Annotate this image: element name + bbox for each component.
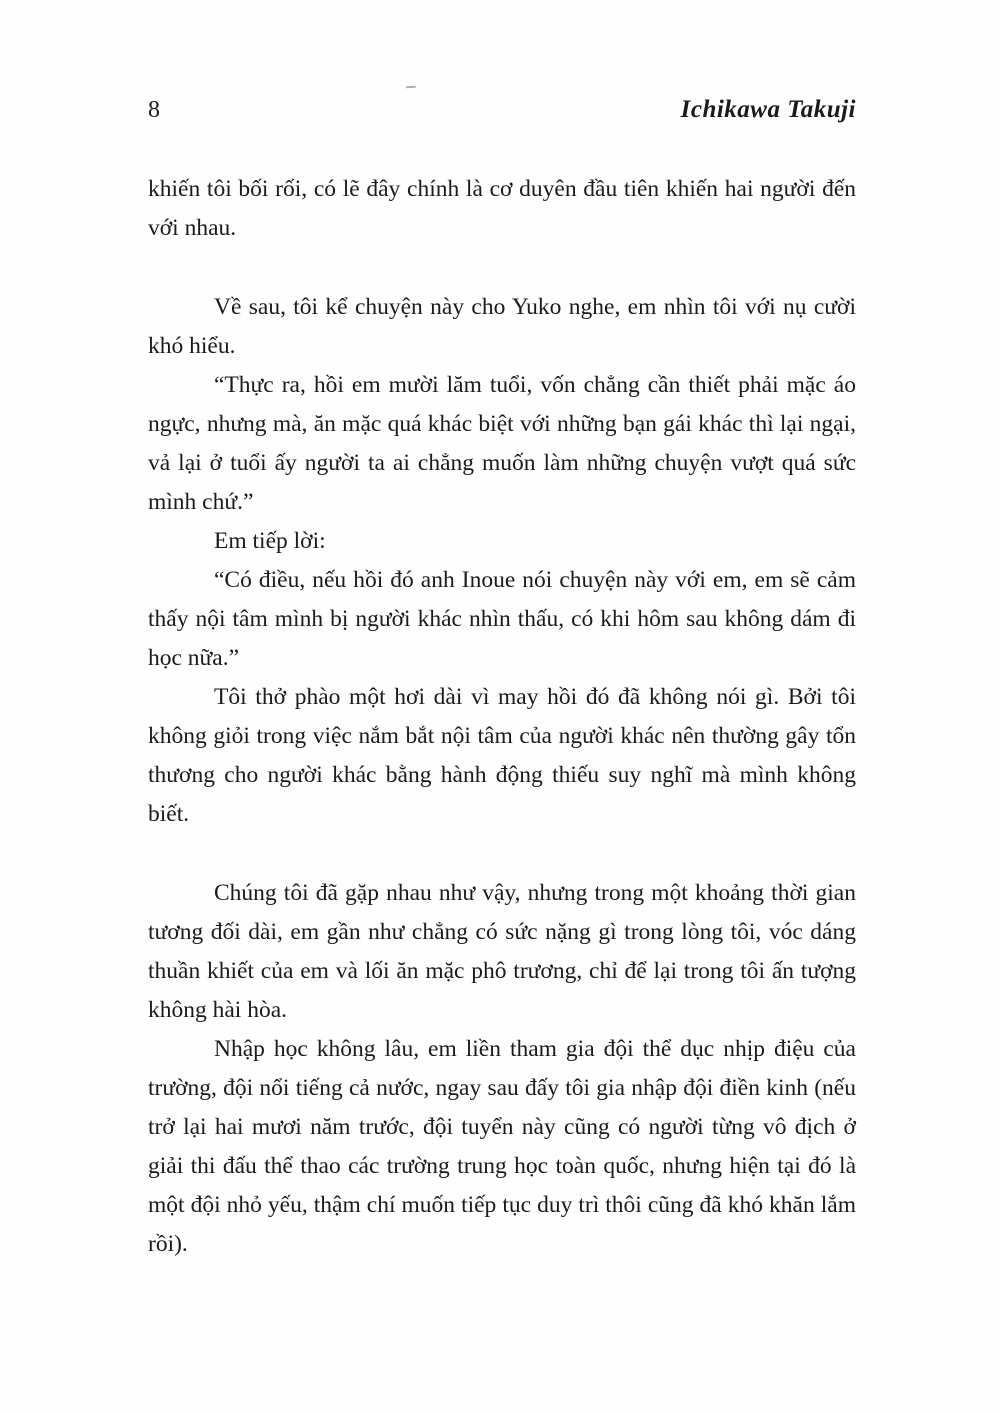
paragraph: Em tiếp lời: <box>214 528 326 554</box>
paragraph: Chúng tôi đã gặp nhau như vậy, nhưng trong một khoảng thời gian tương đối dài, em gần như chẳng có sức nặng gì trong lòng tôi, vóc dáng thuần khiết của em và lối ăn mặc phô trương, chỉ để lại trong tôi ấn tượng không hài hòa. <box>148 880 856 1023</box>
scan-artifact-mark <box>406 86 416 89</box>
paragraph-quote: “Thực ra, hồi em mười lăm tuổi, vốn chẳng cần thiết phải mặc áo ngực, nhưng mà, ăn mặc quá khác biệt với những bạn gái khác thì lại ngại, vả lại ở tuổi ấy người ta ai chẳng muốn làm những chuyện vượt quá sức mình chứ.” <box>148 372 856 515</box>
running-header <box>148 96 856 124</box>
paragraph: Tôi thở phào một hơi dài vì may hồi đó đã không nói gì. Bởi tôi không giỏi trong việc nắm bắt nội tâm của người khác nên thường gây tổn thương cho người khác bằng hành động thiếu suy nghĩ mà mình không biết. <box>148 684 856 827</box>
paragraph: Nhập học không lâu, em liền tham gia đội thể dục nhịp điệu của trường, đội nổi tiếng cả nước, ngay sau đấy tôi gia nhập đội điền kinh (nếu trở lại hai mươi năm trước, đội tuyển này cũng có người từng vô địch ở giải thi đấu thể thao các trường trung học toàn quốc, nhưng hiện tại đó là một đội nhỏ yếu, thậm chí muốn tiếp tục duy trì thôi cũng đã khó khăn lắm rồi). <box>148 1036 856 1257</box>
running-header-author: Ichikawa Takuji <box>680 96 856 123</box>
page-number: 8 <box>148 97 161 123</box>
paragraph: Về sau, tôi kể chuyện này cho Yuko nghe, em nhìn tôi với nụ cười khó hiểu. <box>148 294 856 359</box>
paragraph-continuation: khiến tôi bối rối, có lẽ đây chính là cơ duyên đầu tiên khiến hai người đến với nhau. <box>148 176 856 241</box>
page-content <box>148 96 856 1264</box>
page-body <box>148 170 856 1264</box>
paragraph-quote: “Có điều, nếu hồi đó anh Inoue nói chuyện này với em, em sẽ cảm thấy nội tâm mình bị người khác nhìn thấu, có khi hôm sau không dám đi học nữa.” <box>148 567 856 671</box>
